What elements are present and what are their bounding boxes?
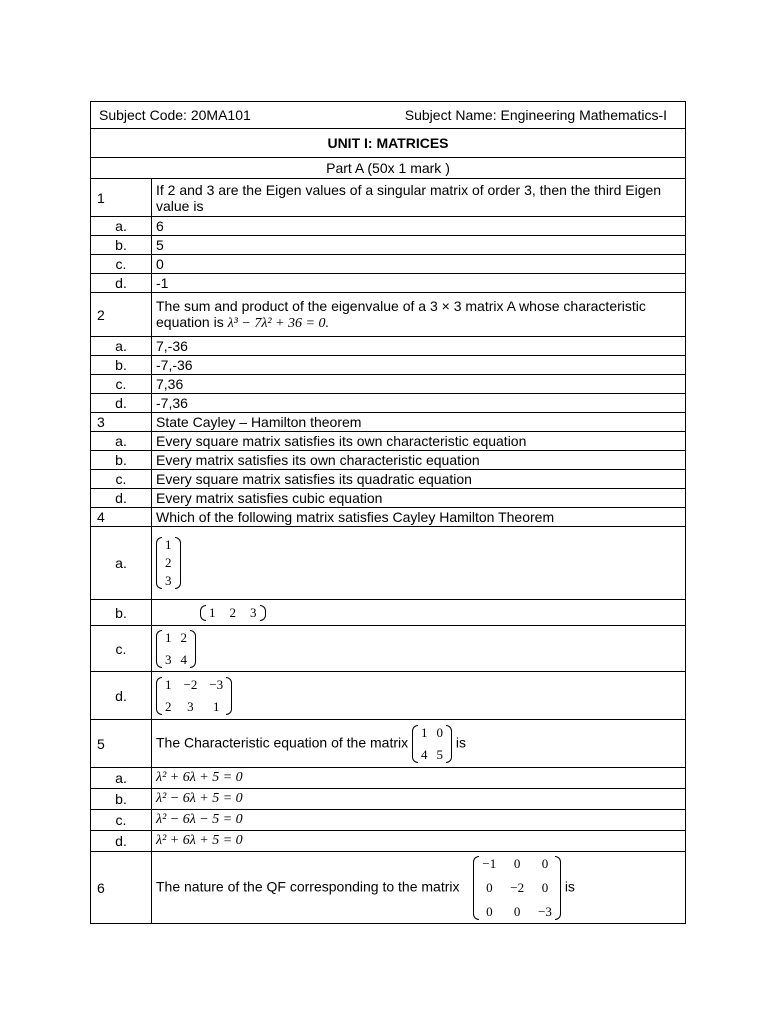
option-text: Every square matrix satisfies its own characteristic equation — [152, 432, 686, 451]
option-row — [91, 489, 686, 508]
option-row — [91, 337, 686, 356]
option-label: c. — [91, 810, 152, 831]
option-text: 5 — [152, 236, 686, 255]
question-number: 6 — [91, 852, 152, 924]
option-row — [91, 527, 686, 600]
option-label: d. — [91, 489, 152, 508]
matrix-entry: 1 — [165, 676, 172, 692]
matrix-entry: −2 — [510, 879, 525, 895]
matrix-entry: −2 — [183, 676, 198, 692]
question-text-part: The Characteristic equation of the matrix — [156, 734, 409, 751]
option-label: c. — [91, 470, 152, 489]
option-row — [91, 217, 686, 236]
option-row — [91, 356, 686, 375]
question-text-part: The nature of the QF corresponding to the matrix — [156, 878, 460, 895]
option-label: d. — [91, 394, 152, 413]
matrix-entry: 1 — [165, 537, 172, 552]
question-row — [91, 179, 686, 217]
characteristic-equation: λ³ − 7λ² + 36 = 0. — [227, 315, 329, 331]
matrix-entry: 3 — [187, 698, 194, 714]
matrix-entry: 3 — [165, 573, 172, 588]
option-row — [91, 236, 686, 255]
part-row — [91, 158, 686, 179]
matrix-entry: 0 — [541, 879, 549, 895]
option-matrix-cell — [152, 600, 686, 626]
unit-title: UNIT I: MATRICES — [91, 129, 686, 158]
question-row — [91, 852, 686, 924]
question-text-part: The sum and product of the eigenvalue of a 3 × 3 matrix A whose characteristic equation is — [156, 297, 646, 330]
option-row — [91, 810, 686, 831]
matrix-entry: 4 — [180, 651, 187, 667]
option-row — [91, 274, 686, 293]
question-number: 1 — [91, 179, 152, 217]
question-row — [91, 720, 686, 768]
question-matrix — [473, 856, 561, 920]
option-matrix-cell — [152, 626, 686, 672]
matrix-entry: 0 — [436, 724, 444, 740]
option-label: a. — [91, 337, 152, 356]
question-text — [152, 852, 686, 924]
matrix-entry: 2 — [165, 555, 172, 570]
question-text: If 2 and 3 are the Eigen values of a singular matrix of order 3, then the third Eigen value is — [152, 179, 686, 217]
square-matrix — [156, 630, 196, 668]
option-text: 6 — [152, 217, 686, 236]
matrix-entry: 0 — [541, 855, 549, 871]
option-row — [91, 626, 686, 672]
question-row — [91, 293, 686, 337]
option-matrix-cell — [152, 527, 686, 600]
row-matrix — [200, 605, 266, 621]
matrix-entry: 2 — [229, 605, 236, 621]
matrix-entry: 5 — [436, 746, 444, 762]
matrix-entry: 1 — [165, 629, 172, 645]
question-text — [152, 720, 686, 768]
option-label: c. — [91, 255, 152, 274]
option-text: 7,-36 — [152, 337, 686, 356]
matrix-entry: 3 — [165, 651, 172, 667]
rectangular-matrix — [156, 677, 232, 715]
question-text: Which of the following matrix satisfies Cayley Hamilton Theorem — [152, 508, 686, 527]
matrix-entry: −3 — [209, 676, 224, 692]
option-label: b. — [91, 236, 152, 255]
option-text: Every square matrix satisfies its quadratic equation — [152, 470, 686, 489]
option-text: -1 — [152, 274, 686, 293]
question-row — [91, 508, 686, 527]
option-equation: λ² − 6λ + 5 = 0 — [152, 789, 686, 810]
question-matrix — [412, 725, 452, 763]
part-label: Part A (50x 1 mark ) — [91, 158, 686, 179]
question-text-part: is — [455, 734, 467, 751]
option-text: 0 — [152, 255, 686, 274]
matrix-entry: 1 — [421, 724, 428, 740]
matrix-entry: 1 — [209, 605, 216, 621]
question-text-part: is — [564, 878, 575, 895]
unit-title-row — [91, 129, 686, 158]
matrix-entry: −3 — [538, 903, 552, 919]
matrix-entry: 0 — [486, 903, 493, 919]
question-number: 3 — [91, 413, 152, 432]
matrix-entry: 4 — [421, 746, 428, 762]
question-text — [152, 293, 686, 337]
option-label: a. — [91, 432, 152, 451]
option-label: d. — [91, 672, 152, 720]
option-label: d. — [91, 831, 152, 852]
question-table — [90, 101, 686, 924]
option-label: d. — [91, 274, 152, 293]
option-text: Every matrix satisfies cubic equation — [152, 489, 686, 508]
matrix-entry: 0 — [513, 903, 521, 919]
option-row — [91, 470, 686, 489]
matrix-entry: 2 — [180, 629, 187, 645]
option-equation: λ² + 6λ + 5 = 0 — [152, 831, 686, 852]
option-row — [91, 255, 686, 274]
matrix-entry: 2 — [165, 698, 172, 714]
option-label: b. — [91, 789, 152, 810]
option-label: c. — [91, 375, 152, 394]
option-equation: λ² + 6λ + 5 = 0 — [152, 768, 686, 789]
question-number: 2 — [91, 293, 152, 337]
matrix-entry: 0 — [486, 879, 493, 895]
matrix-entry: 3 — [250, 605, 257, 621]
option-row — [91, 451, 686, 470]
subject-code: Subject Code: 20MA101 — [99, 107, 251, 123]
option-row — [91, 600, 686, 626]
option-row — [91, 831, 686, 852]
question-text: State Cayley – Hamilton theorem — [152, 413, 686, 432]
option-row — [91, 375, 686, 394]
option-equation: λ² − 6λ − 5 = 0 — [152, 810, 686, 831]
option-text: -7,36 — [152, 394, 686, 413]
option-row — [91, 394, 686, 413]
option-label: c. — [91, 626, 152, 672]
option-matrix-cell — [152, 672, 686, 720]
option-label: b. — [91, 451, 152, 470]
question-row — [91, 413, 686, 432]
option-label: a. — [91, 768, 152, 789]
option-text: Every matrix satisfies its own characteristic equation — [152, 451, 686, 470]
option-label: a. — [91, 217, 152, 236]
option-text: 7,36 — [152, 375, 686, 394]
option-row — [91, 768, 686, 789]
option-label: b. — [91, 356, 152, 375]
matrix-entry: −1 — [482, 855, 497, 871]
option-text: -7,-36 — [152, 356, 686, 375]
option-row — [91, 432, 686, 451]
matrix-entry: 0 — [513, 855, 521, 871]
option-label: b. — [91, 600, 152, 626]
option-row — [91, 789, 686, 810]
option-row — [91, 672, 686, 720]
column-matrix — [156, 537, 181, 589]
subject-header-row — [91, 102, 686, 129]
question-number: 5 — [91, 720, 152, 768]
matrix-entry: 1 — [213, 698, 220, 714]
option-label: a. — [91, 527, 152, 600]
question-number: 4 — [91, 508, 152, 527]
subject-name: Subject Name: Engineering Mathematics-I — [404, 107, 667, 123]
